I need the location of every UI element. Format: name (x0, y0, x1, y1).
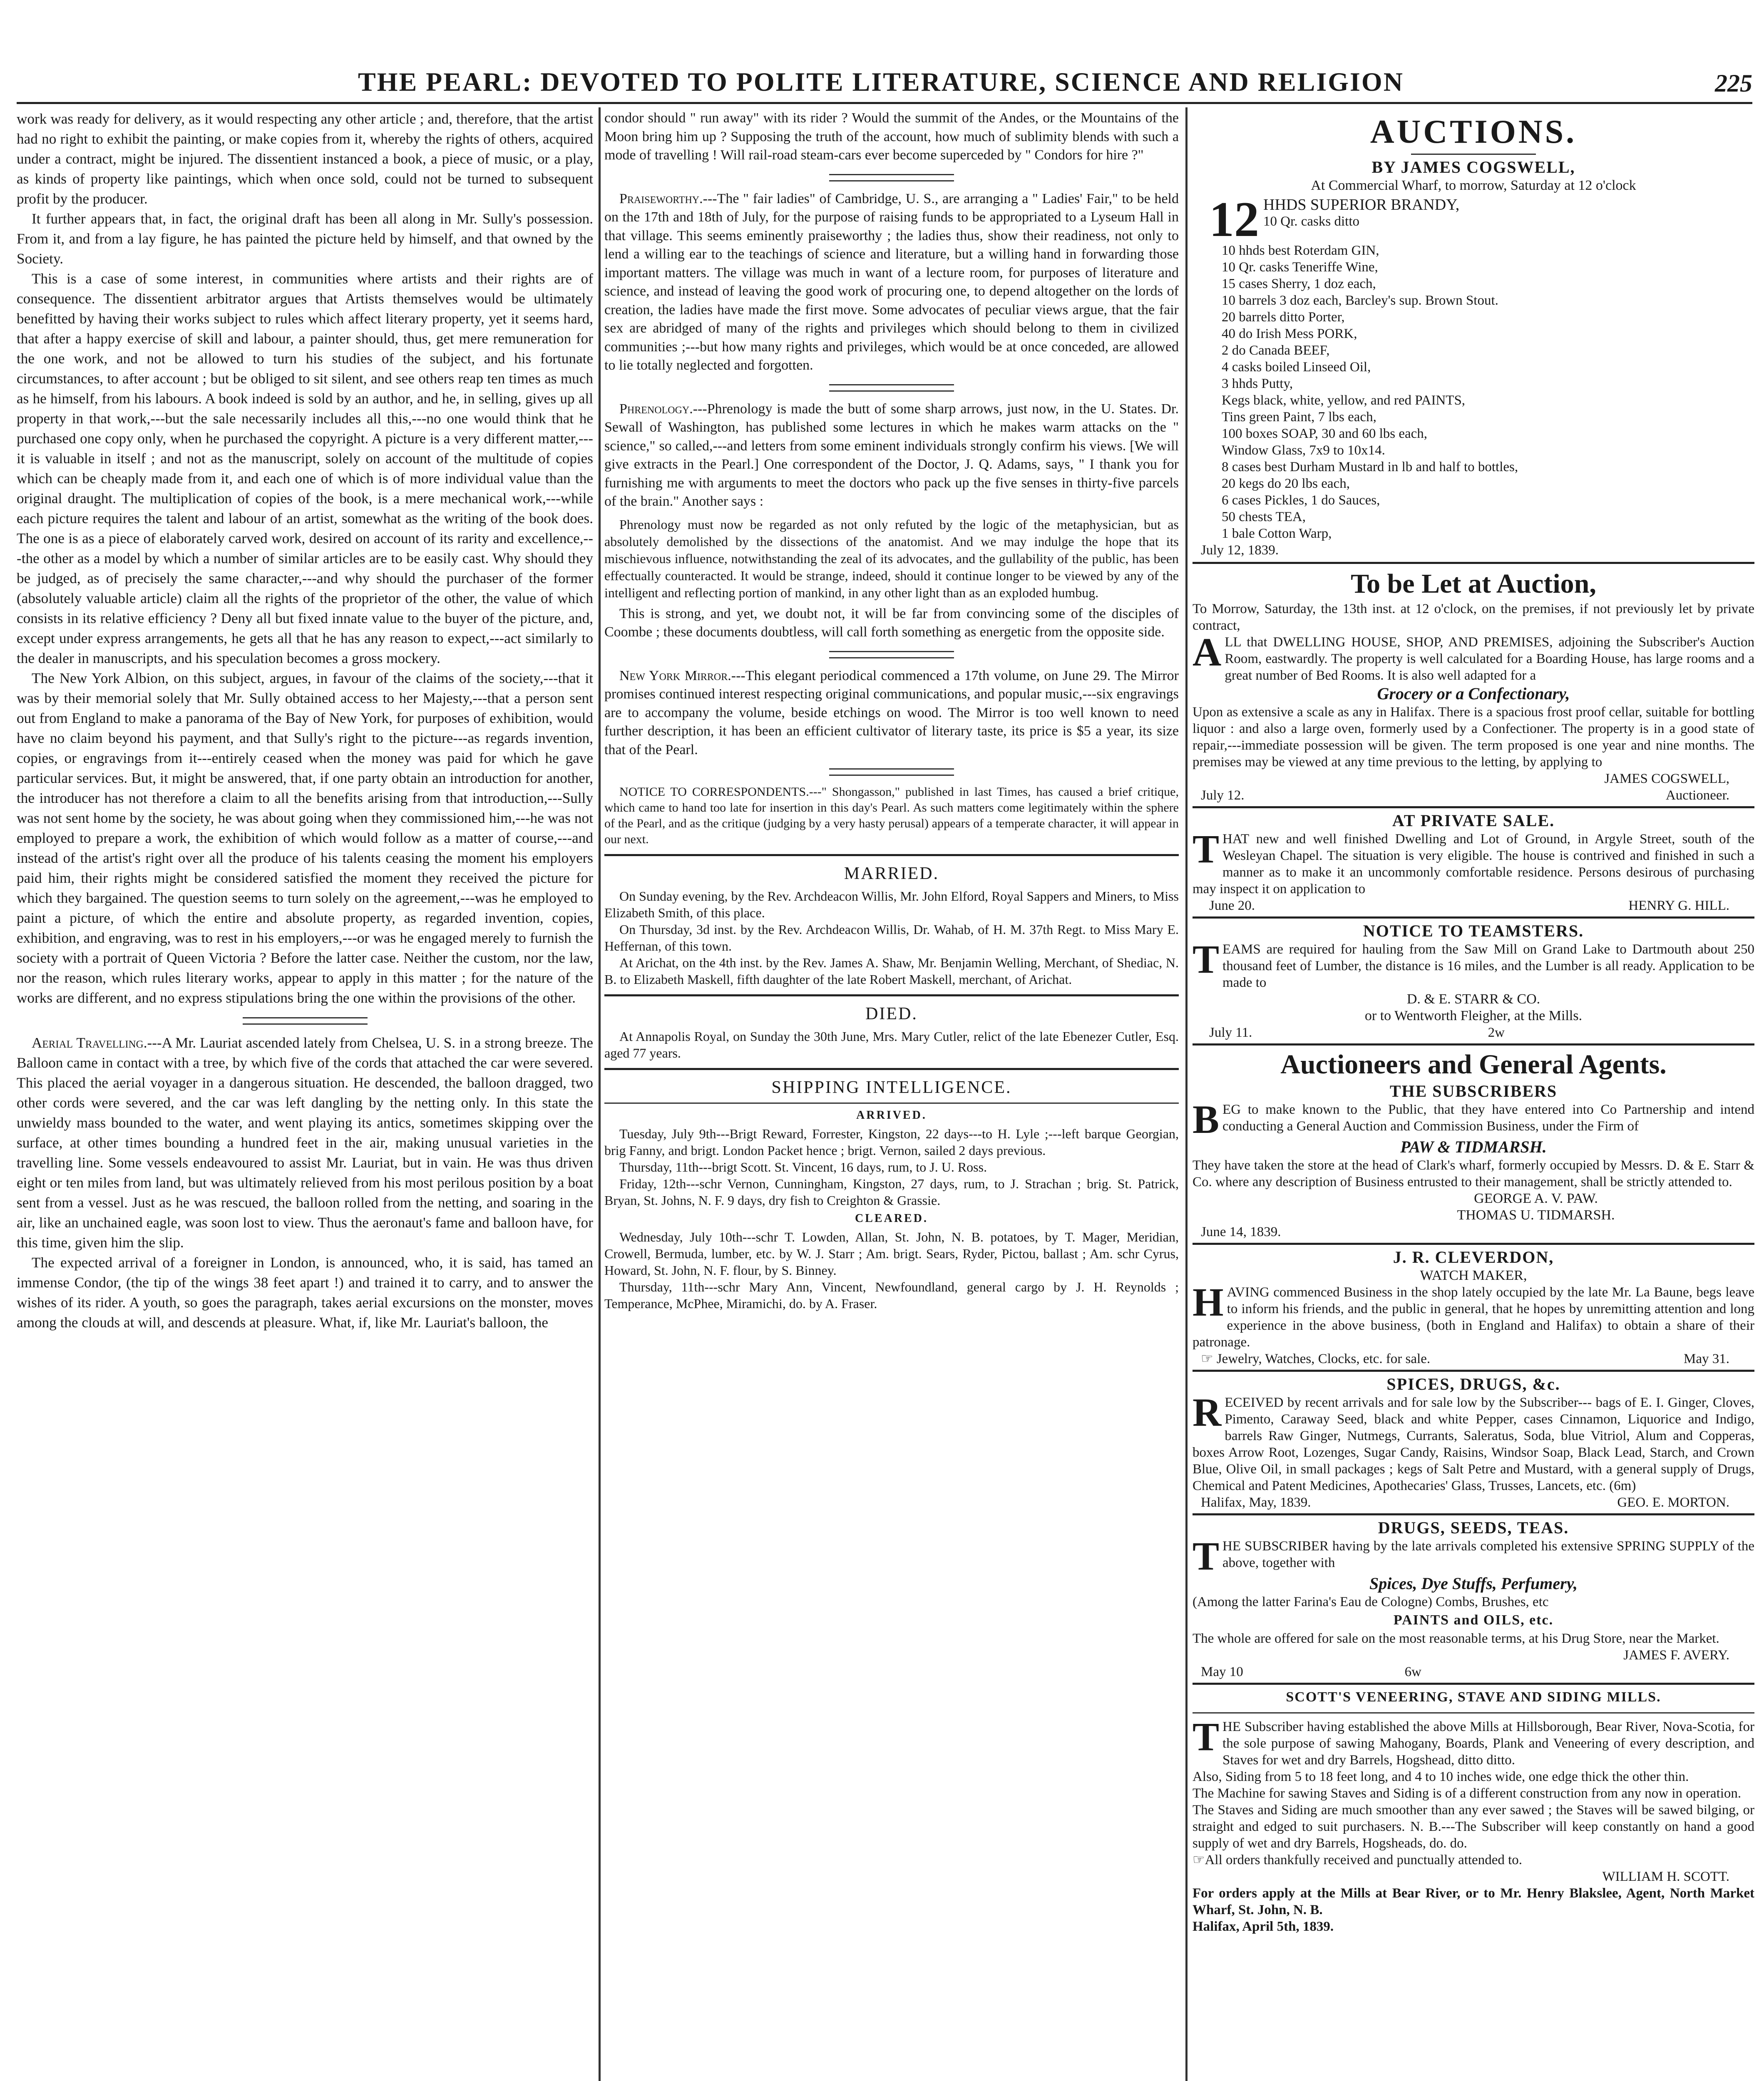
married-notice-1: On Sunday evening, by the Rev. Archdeacon Willis, Mr. John Elford, Royal Sappers and Miners, to Miss Elizabeth Smith, of this place. (604, 889, 1179, 920)
section-rule (1193, 916, 1754, 919)
lot-item: 40 do Irish Mess PORK, (1222, 326, 1357, 341)
cleverdon-footer: ☞ Jewelry, Watches, Clocks, etc. for sale. May 31. (1201, 1351, 1729, 1366)
lot-item: Tins green Paint, 7 lbs each, (1222, 410, 1376, 425)
lot-item: 10 Qr. casks ditto (1263, 214, 1359, 229)
teamsters-heading: NOTICE TO TEAMSTERS. (1363, 921, 1584, 940)
to-let-body-2: Upon as extensive a scale as any in Halifax. There is a spacious frost proof cellar, suitable for bottling liquor : and also a large oven, formerly used by a Confectioner. The property is in a good state of repair,---immediate possession will be given. The term proposed is one year and nine months. The premises may be viewed at any time previous to the letting, by applying to (1193, 705, 1754, 770)
drugs-heading: DRUGS, SEEDS, TEAS. (1378, 1518, 1569, 1537)
section-rule (1193, 1370, 1754, 1372)
to-let-body: ALL that DWELLING HOUSE, SHOP, AND PREMISES, adjoining the Subscriber's Auction Room, eastwardly. The property is well calculated for a Boarding House, has large rooms and a great number of Bed Rooms. It is also well adapted for a (1193, 630, 1754, 683)
section-divider (829, 174, 954, 181)
drop-cap: B (1193, 1097, 1220, 1142)
private-sale-footer: June 20. HENRY G. HILL. (1209, 898, 1729, 913)
cleverdon-subheading: WATCH MAKER, (1420, 1268, 1527, 1283)
married-notice-2: On Thursday, 3d inst. by the Rev. Archdeacon Willis, Dr. Wahab, of H. M. 37th Regt. to Miss Mary E. Heffernan, of this town. (604, 922, 1179, 954)
section-rule (1193, 562, 1754, 564)
aerial-travelling-article (17, 1033, 593, 1253)
drugs-spices-line: Spices, Dye Stuffs, Perfumery, (1369, 1574, 1578, 1593)
married-notice-3: At Arichat, on the 4th inst. by the Rev. James A. Shaw, Mr. Benjamin Welling, Merchant, of Shediac, N. B. to Elizabeth Maskell, fifth daughter of the late Robert Maskell, merchant, of Arichat. (604, 955, 1179, 987)
cleared-2: Thursday, 11th---schr Mary Ann, Vincent, Newfoundland, general cargo by J. H. Reynolds ; Temperance, McPhee, Miramichi, do. by A. Fraser. (604, 1279, 1179, 1311)
agents-body: BEG to make known to the Public, that they have entered into Co Partnership and intend conducting a General Auction and Commission Business, under the Firm of (1193, 1097, 1754, 1142)
phrenology-comment: This is strong, and yet, we doubt not, it will be far from convincing some of the disciples of Coombe ; these documents doubtless, will call forth something as energetic from the opposite side. (604, 606, 1179, 640)
lot-item: 10 Qr. casks Teneriffe Wine, (1222, 260, 1378, 275)
column-rule-right (1185, 107, 1188, 2081)
drop-cap: T (1193, 827, 1220, 871)
agents-subheading: THE SUBSCRIBERS (1389, 1082, 1558, 1100)
grocery-line: Grocery or a Confectionary, (1377, 684, 1570, 703)
lot-item: 4 casks boiled Linseed Oil, (1222, 360, 1371, 375)
lot-item: 10 hhds best Roterdam GIN, (1222, 243, 1379, 258)
praiseworthy-article (604, 190, 1179, 375)
signature-tidmarsh: THOMAS U. TIDMARSH. (1457, 1207, 1615, 1223)
section-rule (1193, 1712, 1754, 1713)
cleverdon-body: HAVING commenced Business in the shop lately occupied by the late Mr. La Baune, begs leave to inform his friends, and the public in general, that he hopes by unremitting attention and long experience in the above business, (both in England and Halifax) to obtain a share of their patronage. (1193, 1280, 1754, 1350)
married-heading: MARRIED. (844, 864, 939, 883)
section-rule (1193, 1513, 1754, 1515)
cleared-heading: CLEARED. (855, 1212, 928, 1225)
praiseworthy-heading: Praiseworthy. (619, 191, 703, 206)
drugs-paints-line: PAINTS and OILS, etc. (1393, 1612, 1554, 1628)
lot-item: Window Glass, 7x9 to 10x14. (1222, 443, 1385, 458)
section-rule (1193, 806, 1754, 808)
lot-item: 1 bale Cotton Warp, (1222, 526, 1332, 541)
mirror-article (604, 667, 1179, 760)
to-let-intro: To Morrow, Saturday, the 13th inst. at 12 o'clock, on the premises, if not previously let by private contract, (1193, 601, 1754, 633)
scott-body-3: The Machine for sawing Staves and Siding is of a different construction from any now in operation. (1193, 1786, 1742, 1801)
section-rule (1411, 154, 1536, 155)
masthead-title: THE PEARL: DEVOTED TO POLITE LITERATURE, SCIENCE AND RELIGION (358, 67, 1404, 97)
drop-cap: H (1193, 1280, 1224, 1324)
scott-body: THE Subscriber having established the above Mills at Hillsborough, Bear River, Nova-Scotia, for the sole purpose of sawing Mahogany, Boards, Plank and Veneering of every description, and Staves for wet and dry Barrels, Hogshead, ditto ditto. (1193, 1714, 1754, 1768)
teamsters-signature: D. & E. STARR & CO. (1406, 991, 1540, 1007)
spices-heading: SPICES, DRUGS, &c. (1386, 1375, 1560, 1393)
teamsters-footer: July 11. 2w (1209, 1025, 1505, 1040)
scott-date: Halifax, April 5th, 1839. (1193, 1919, 1334, 1934)
cleared-1: Wednesday, July 10th---schr T. Lowden, Allan, St. John, N. B. potatoes, by T. Mager, Meridian, Crowell, Bermuda, lumber, etc. by W. J. Starr ; Am. brigt. Sears, Ryder, Pictou, ballast ; Am. schr Cyrus, Howard, St. John, N. F. flour, by S. Binney. (604, 1229, 1179, 1278)
lot-item: Kegs black, white, yellow, and red PAINTS, (1222, 393, 1466, 408)
page-header (17, 58, 1752, 104)
copyright-text-2: It further appears that, in fact, the original draft has been all along in Mr. Sully's possession. From it, and from a lay figure, he has painted the picture held by himself, and that owned by the Society. (17, 211, 593, 267)
died-notice: At Annapolis Royal, on Sunday the 30th June, Mrs. Mary Cutler, relict of the late Ebenezer Cutler, Esq. aged 77 years. (604, 1029, 1179, 1060)
column-3-advertisements (1193, 109, 1754, 2081)
notice-to-correspondents: NOTICE TO CORRESPONDENTS.---" Shongasson," published in last Times, has caused a brief critique, which came to hand too late for insertion in this day's Pearl. As such matters come legitimately within the sphere of the Pearl, and as the critique (judging by a very hasty perusal) appears of a temperate character, it will appear in our next. (604, 785, 1179, 846)
mirror-text: ---This elegant periodical commenced a 17th volume, on June 29. The Mirror promises continued interest respecting original communications, and popular music,---six engravings are to accompany the volume, beside etchings on wood. The Mirror is too well known to need further description, it has been an efficient cultivator of literary taste, its price is $5 a year, its size that of the Pearl. (604, 668, 1179, 757)
auction-lot-list (1193, 191, 1754, 542)
arrival-2: Thursday, 11th---brigt Scott. St. Vincent, 16 days, rum, to J. U. Ross. (619, 1160, 987, 1175)
drop-cap: R (1193, 1390, 1222, 1435)
aerial-text: ---A Mr. Lauriat ascended lately from Chelsea, U. S. in a strong breeze. The Balloon came in contact with a tree, by which five of the cords that attached the car were severed. This placed the aerial voyager in a dangerous situation. He descended, the balloon dragged, two other cords were severed, and the car was left dangling by the netting only. In this state the unwieldy mass bounded to the water, and went playing its antics, sometimes skipping over the surface, at other times bounding a hundred feet in the air, making unusual varieties in the travelling line. Some vessels endeavoured to assist Mr. Lauriat, but in vain. He was thus driven eight or ten miles from land, but was ultimately relieved from his most perilous position by a boat sent from a vessel. Just as he was rescued, the balloon rolled from the netting, and soaring in the air, like an unchained eagle, was soon lost to view. Thus the aeronaut's fame and balloon have, for this time, given him the slip. (17, 1035, 593, 1251)
scott-body-2: Also, Siding from 5 to 18 feet long, and 4 to 10 inches wide, one edge thick the other thin. (1193, 1769, 1689, 1784)
lot-item: 6 cases Pickles, 1 do Sauces, (1222, 493, 1380, 508)
scott-body-6: For orders apply at the Mills at Bear River, or to Mr. Henry Blakslee, Agent, North Market Wharf, St. John, N. B. (1193, 1886, 1754, 1917)
column-rule-left (599, 107, 601, 2081)
died-heading: DIED. (865, 1004, 918, 1023)
phrenology-text: ---Phrenology is made the butt of some sharp arrows, just now, in the U. States. Dr. Sewall of Washington, has published some lectures in which he makes warm attacks on the " science," so called,---and letters from some eminent individuals strongly confirm his views. [We will give extracts in the Pearl.] One correspondent of the Doctor, J. Q. Adams, says, " I thank you for furnishing me with arguments to meet the doctors who pack up the five senses in thirty-five parcels of the brain." Another says : (604, 401, 1179, 509)
drugs-footer: May 10 6w (1201, 1664, 1421, 1679)
to-let-signature: JAMES COGSWELL, (1604, 771, 1729, 786)
private-sale-heading: AT PRIVATE SALE. (1392, 811, 1555, 830)
aerial-heading: Aerial Travelling. (32, 1035, 147, 1051)
lot-item: 2 do Canada BEEF, (1222, 343, 1330, 358)
arrival-3: Friday, 12th---schr Vernon, Cunningham, Kingston, 27 days, rum, to J. Strachan ; brig. St. Patrick, Bryan, St. Johns, N. F. 9 days, dry fish to Creighton & Grassie. (604, 1176, 1179, 1208)
drugs-body-3: The whole are offered for sale on the most reasonable terms, at his Drug Store, near the Market. (1193, 1631, 1719, 1646)
drugs-body-2: (Among the latter Farina's Eau de Cologne) Combs, Brushes, etc (1193, 1594, 1549, 1609)
cleverdon-heading: J. R. CLEVERDON, (1393, 1248, 1554, 1266)
section-rule (604, 1103, 1179, 1104)
section-rule (604, 854, 1179, 856)
to-let-footer: July 12. Auctioneer. (1201, 788, 1729, 803)
drop-cap: A (1193, 630, 1222, 674)
section-rule (604, 1068, 1179, 1070)
section-rule (1193, 1243, 1754, 1245)
lot-item: 100 boxes SOAP, 30 and 60 lbs each, (1222, 426, 1428, 441)
teamsters-body: TEAMS are required for hauling from the Saw Mill on Grand Lake to Dartmouth about 250 thousand feet of Lumber, the distance is 16 miles, and the Lumber is all ready. Application to be made to (1193, 937, 1754, 990)
shipping-heading: SHIPPING INTELLIGENCE. (771, 1078, 1012, 1097)
private-sale-body: THAT new and well finished Dwelling and Lot of Ground, in Argyle Street, south of the Wesleyan Chapel. The situation is very eligible. The house is contrived and finished in such a manner as to make it an uncommonly comfortable residence. Persons desirous of purchasing may inspect it on application to (1193, 827, 1754, 896)
condor-continued: condor should " run away" with its rider ? Would the summit of the Andes, or the Mountains of the Moon bring him up ? Supposing the truth of the account, how much of sublimity blends with such a mode of travelling ! Will rail-road steam-cars ever become superceded by " Condors for hire ?" (604, 110, 1179, 163)
lot-item: 20 kegs do 20 lbs each, (1222, 476, 1350, 491)
lot-brandy: HHDS SUPERIOR BRANDY, (1263, 196, 1460, 214)
scott-body-5: ☞All orders thankfully received and punctually attended to. (1193, 1853, 1523, 1867)
auctions-heading: AUCTIONS. (1370, 114, 1577, 150)
praiseworthy-text: ---The " fair ladies" of Cambridge, U. S., are arranging a " Ladies' Fair," to be held on the 17th and 18th of July, for the purpose of raising funds to be appropriated to a Lyseum Hall in that village. This seems eminently praiseworthy ; the ladies thus, show their readiness, not only to lend a willing ear to the teachings of science and literature, but a willing hand in forwarding those important matters. The village was much in want of a lecture room, for purposes of literature and science, and instead of leaving the good work of procuring one, to depend altogether on the lords of creation, the ladies have made the first move. Some advocates of peculiar views argue, that the fair sex are abridged of many of the rights and privileges which should belong to them in civilized communities ;---but how many rights and privileges, which would be at once conceded, are allowed to lie totally neglected and forgotten. (604, 191, 1179, 373)
section-divider (829, 651, 954, 658)
auction-location: At Commercial Wharf, to morrow, Saturday at 12 o'clock (1311, 178, 1636, 193)
teamsters-signature-2: or to Wentworth Fleigher, at the Mills. (1364, 1008, 1583, 1023)
section-divider (243, 1017, 368, 1025)
lot-item: 50 chests TEA, (1222, 509, 1306, 524)
scott-body-4: The Staves and Siding are much smoother than any ever sawed ; the Staves will be sawed bilging, or straight and edged to suit purchasers. N. B.---The Subscriber will keep constantly on hand a good supply of wet and dry Barrels, Hogsheads, do. do. (1193, 1803, 1754, 1851)
spices-footer: Halifax, May, 1839. GEO. E. MORTON. (1201, 1495, 1729, 1510)
phrenology-quote: Phrenology must now be regarded as not only refuted by the logic of the metaphysician, but as absolutely demolished by the dissections of the anatomist. And we may indulge the hope that its mischievous influence, notwithstanding the zeal of its advocates, and the gullability of the public, has been effectually counteracted. It would be strange, indeed, should it continue longer to be viewed by any of the intelligent and reflecting portion of mankind, in any other light than as an exploded humbug. (604, 517, 1179, 600)
agents-date: June 14, 1839. (1201, 1224, 1281, 1239)
section-divider (829, 768, 954, 776)
page-number: 225 (1715, 70, 1752, 97)
lot-item: 20 barrels ditto Porter, (1222, 310, 1345, 325)
pointing-hand-icon: ☞ (1193, 1853, 1205, 1867)
agents-heading: Auctioneers and General Agents. (1280, 1049, 1667, 1080)
phrenology-heading: Phrenology. (619, 401, 693, 417)
section-rule (1193, 1043, 1754, 1045)
lot-item: 10 barrels 3 doz each, Barcley's sup. Brown Stout. (1222, 293, 1498, 308)
arrival-1: Tuesday, July 9th---Brigt Reward, Forrester, Kingston, 22 days---to H. Lyle ;---left barque Georgian, brig Fanny, and brigt. London Packet hence ; brigt. Vernon, sailed 2 days previous. (604, 1126, 1179, 1158)
pointing-hand-icon: ☞ Jewelry, Watches, Clocks, etc. for sale. (1201, 1351, 1431, 1366)
lot-number: 12 (1209, 191, 1259, 247)
firm-name: PAW & TIDMARSH. (1400, 1137, 1547, 1156)
column-1 (17, 109, 593, 2081)
column-2 (604, 109, 1179, 2081)
drugs-body: THE SUBSCRIBER having by the late arrivals completed his extensive SPRING SUPPLY of the above, together with (1193, 1534, 1754, 1578)
copyright-text-1: work was ready for delivery, as it would respecting any other article ; and, therefore, that the artist had no right to exhibit the painting, or make copies from it, whereby the rights of others, acquired under a contract, might be injured. The dissentient instanced a book, a piece of music, or a play, as kinds of property like paintings, which when once sold, could not be turned to subsequent profit by the producer. (17, 111, 593, 207)
section-divider (829, 384, 954, 392)
lot-item: 3 hhds Putty, (1222, 376, 1293, 391)
condor-text: The expected arrival of a foreigner in London, is announced, who, it is said, has tamed an immense Condor, (the tip of the wings 38 feet apart !) and trained it to carry, and to answer the wishes of its rider. A youth, so goes the paragraph, takes aerial excursions on the monster, moves among the clouds at will, and descends at pleasure. What, if, like Mr. Lauriat's balloon, the (17, 1254, 593, 1331)
lot-item: 15 cases Sherry, 1 doz each, (1222, 276, 1376, 291)
drugs-signature: JAMES F. AVERY. (1623, 1648, 1729, 1663)
spices-body: RECEIVED by recent arrivals and for sale low by the Subscriber--- bags of E. I. Ginger, Cloves, Pimento, Caraway Seed, black and white Pepper, cases Cinnamon, Liquorice and Indigo, barrels Raw Ginger, Nutmegs, Currants, Saleratus, Soda, blue Vitriol, Alum and Copperas, boxes Arrow Root, Lozenges, Sugar Candy, Raisins, Windsor Soap, Black Lead, Starch, and Crown Blue, Olive Oil, in small packages ; kegs of Salt Petre and Mustard, with a general supply of Drugs, Chemical and Patent Medicines, Apothecaries' Glass, Trusses, Lancets, etc. (6m) (1193, 1390, 1754, 1493)
section-rule (1193, 1683, 1754, 1685)
arrived-heading: ARRIVED. (856, 1109, 927, 1122)
scott-signature: WILLIAM H. SCOTT. (1602, 1869, 1729, 1884)
drop-cap: T (1193, 1714, 1220, 1759)
auction-date: July 12, 1839. (1201, 543, 1279, 558)
scott-heading: SCOTT'S VENEERING, STAVE AND SIDING MILLS. (1286, 1689, 1661, 1705)
mirror-heading: New York Mirror. (619, 668, 731, 683)
to-let-heading: To be Let at Auction, (1351, 569, 1596, 599)
lot-item: 8 cases best Durham Mustard in lb and half to bottles, (1222, 459, 1518, 474)
copyright-text-4: The New York Albion, on this subject, argues, in favour of the claims of the society,---that it was by their memorial solely that Mr. Sully obtained access to her Majesty,---that a person sent out from England to make a panorama of the Bay of New York, for purposes of exhibition, would have no claim beyond his payment, and that Sully's right to the picture---as regards invention, copies, or engravings from it---entirely ceased when the money was paid for which he gave particular services. But, it might be answered, that, if one party obtain an introduction for another, the introducer has not therefore a claim to all the benefits arising from that introduction,---Sully was not sent home by the society, he was about going when they commissioned him,---he was not employed to prepare a work, the exhibition of which would follow as a matter of course,---and instead of the artist's right over all the produce of his talents ceasing the moment his employers paid him, their rights might be considered satisfied the moment they received the picture for which they bargained. The question seems to turn solely on the agreement,---was he employed to paint a picture, of which the entire and absolute property, as regarded invention, copies, exhibition, and engraving, was to rest in his employers,---or was he engaged merely to furnish the society with a portrait of Queen Victoria ? Before the latter case. Neither the custom, nor the law, nor the reason, which rules literary works, appear to apply in this matter ; for the nature of the works are different, and no express stipulations bring the one within the provisions of the other. (17, 670, 593, 1006)
drop-cap: T (1193, 937, 1220, 981)
copyright-text-3: This is a case of some interest, in communities where artists and their rights are of consequence. The dissentient arbitrator argues that Artists themselves would be ultimately benefitted by having their works subject to rules which affect literary property, yet it seems hard, that after a happy exercise of skill and labour, a painter should, thus, get mere remuneration for the one work, and not be allowed to turn his studies of the subject, and his fortunate circumstances, to after account ; but be obliged to sit silent, and see others reap ten times as much as he himself, from his labours. A book indeed is sold by an author, and he, in selling, gives up all property in that work,---but the sale necessarily includes all this,---no one would think that he purchased one copy only, when he purchased the copyright. A picture is a very different matter,---it is valuable in itself ; and not as the manuscript, solely on account of the multitude of copies which can be cheaply made from it, and each one of which is of more individual value than the original draught. The multiplication of copies of the book, is a mere mechanical work,---while each picture requires the talent and labour of an artist, somewhat as the writing of the book does. The one is as a piece of elaborately carved work, desired on account of its rarity and excellence,---the other as a model by which a number of similar articles are to be easily cast. Why should they be judged, as of precisely the same character,---and why should the purchaser of the former (absolutely valuable article) claim all the rights of the proprietor of the other, the value of which consists in its relative efficiency ? Deny all but fixed innate value to the buyer of the picture, and, except under express arrangements, he gets all that he has any reason to expect,---act similarly to the dealer in manuscripts, and his speculation becomes a gross mockery. (17, 271, 593, 666)
agents-body-2: They have taken the store at the head of Clark's wharf, formerly occupied by Messrs. D. & E. Starr & Co. where any description of Business entrusted to their management, shall be strictly attended to. (1193, 1158, 1754, 1189)
signature-paw: GEORGE A. V. PAW. (1474, 1191, 1598, 1206)
phrenology-article (604, 400, 1179, 511)
drop-cap: T (1193, 1534, 1220, 1578)
section-rule (604, 994, 1179, 996)
auctioneer-name: BY JAMES COGSWELL, (1371, 158, 1575, 176)
